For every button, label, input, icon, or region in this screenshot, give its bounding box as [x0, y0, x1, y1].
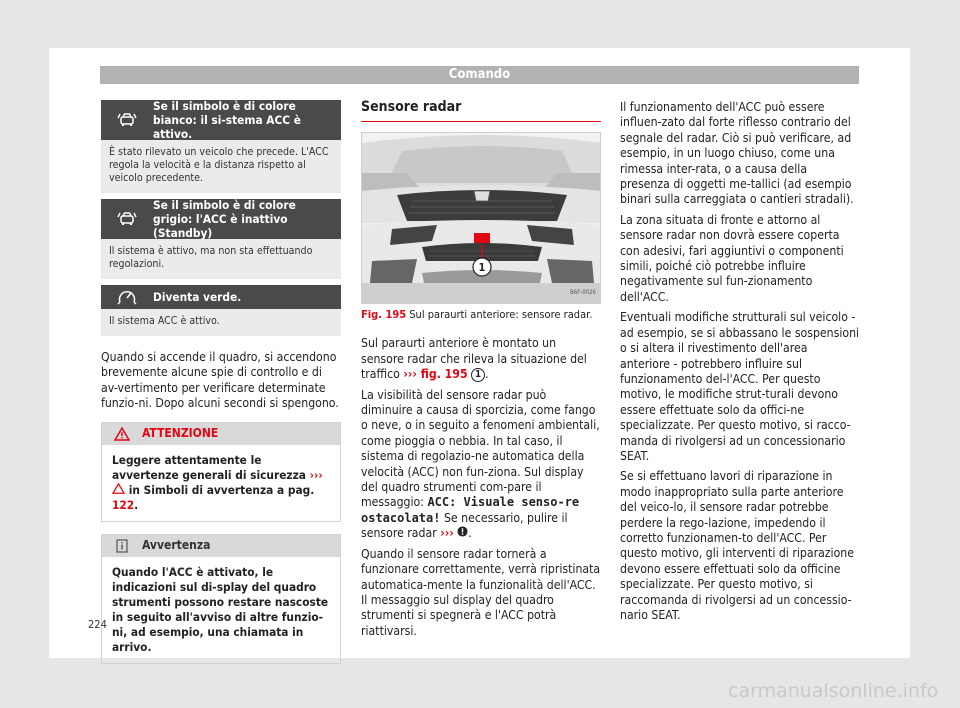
- callout-badge: 1: [471, 368, 485, 382]
- display-message: ACC: Visuale senso-re ostacolata!: [361, 495, 580, 525]
- page-number: 224: [88, 618, 107, 631]
- indicator-body: Il sistema è attivo, ma non sta effettuando regolazioni.: [101, 239, 341, 279]
- chapter-header: Comando: [100, 66, 859, 84]
- text: .: [485, 367, 489, 382]
- acc-car-icon: [101, 211, 153, 227]
- warning-inline-triangle-icon: [112, 483, 125, 497]
- indicator-head: [101, 285, 341, 309]
- paragraph: Quando il sensore radar tornerà a funzionare correttamente, verrà ripristinata automatica-mente la funzionalità dell'ACC. Il messaggio sul display del quadro strumenti si spegnerà e l'ACC potrà riattivarsi.: [361, 546, 601, 638]
- paragraph: Il funzionamento dell'ACC può essere influen-zato dal forte riflesso contrario del segnale del radar. Ciò si può verificare, ad esempio, in un luogo chiuso, come una rimessa inter-rata, o a causa della presenza di oggetti me-tallici (ad esempio binari sulla carreggiata o cantieri stradali).: [620, 100, 854, 207]
- warning-ref-arrows[interactable]: ›››: [309, 467, 323, 482]
- paragraph: [361, 388, 601, 542]
- watermark: carmanualsonline.info: [728, 680, 939, 702]
- column-middle: [361, 100, 601, 644]
- note-box: [101, 534, 341, 664]
- warning-body: [102, 445, 340, 521]
- warning-text: Leggere attentamente le avvertenze generali di sicurezza: [112, 452, 306, 482]
- paragraph: [361, 336, 601, 382]
- acc-gauge-icon: [101, 289, 153, 305]
- info-icon: [102, 539, 142, 553]
- ref-arrows[interactable]: ›››: [440, 526, 454, 541]
- text: La visibilità del sensore radar può diminuire a causa di sporcizia, come fango o neve, o in seguito a fenomeni ambientali, come pioggia o nebbia. In tal caso, il sistema di regolazio-ne automatica della velocità (ACC) non fun-ziona. Sul display del quadro strumenti com-pare il messaggio:: [361, 387, 600, 510]
- indicator-head: [101, 199, 341, 239]
- figure-code: B6F-0026: [570, 289, 596, 296]
- caution-icon: [457, 526, 468, 540]
- warning-text-b: in Simboli di avvertenza a pag.: [128, 482, 315, 497]
- warning-head: [102, 423, 340, 445]
- column-left: [101, 100, 341, 664]
- note-head: [102, 535, 340, 557]
- indicator-title: Se il simbolo è di colore grigio: l'ACC è inattivo (Standby): [153, 198, 296, 240]
- indicator-head: [101, 100, 341, 140]
- paragraph: Eventuali modifiche strutturali sul veicolo - ad esempio, se si abbassano le sospensioni o si altera il rivestimento dell'area anteriore - potrebbero influire sul funzionamento del-l'ACC. Per questo motivo, le modifiche strut-turali devono essere effettuate solo da offici-ne specializzate. Per questo motivo, si racco-manda di rivolgersi ad un concessionario SEAT.: [620, 310, 860, 463]
- warning-triangle-icon: [102, 427, 142, 441]
- indicator-body: È stato rilevato un veicolo che precede. L'ACC regola la velocità e la distanza rispetto al veicolo precedente.: [101, 140, 341, 193]
- paragraph: Se si effettuano lavori di riparazione in modo inappropriato sulla parte anteriore del veico-lo, il sensore radar potrebbe perdere la rego-lazione, impedendo il corretto funzionamen-to dell'ACC. Per questo motivo, gli interventi di riparazione devono essere effettuati solo da officine specializzate. Per questo motivo, si raccomanda di rivolgersi ad un concessio-nario SEAT.: [620, 469, 854, 622]
- note-label: Avvertenza: [142, 537, 211, 552]
- indicator-block-white: [101, 100, 341, 193]
- figure-image: [361, 132, 601, 304]
- car-front-illustration: [362, 133, 601, 304]
- figure-label: Fig. 195: [361, 308, 407, 322]
- indicator-block-grey: [101, 199, 341, 279]
- indicator-title: Diventa verde.: [153, 290, 242, 304]
- column-right: [620, 100, 860, 628]
- intro-paragraph: Quando si accende il quadro, si accendono brevemente alcune spie di controllo e di av-vertimento per verificare determinate funzio-ni. Dopo alcuni secondi si spengono.: [101, 350, 339, 411]
- note-body: Quando l'ACC è attivato, le indicazioni sul di-splay del quadro strumenti possono restare nascoste in seguito all'avviso di altre funzio-ni, ad esempio, una chiamata in arrivo.: [112, 564, 329, 654]
- paragraph: La zona situata di fronte e attorno al sensore radar non dovrà essere coperta con adesivi, fari aggiuntivi o componenti simili, poiché ciò potrebbe influire negativamente sul fun-zionamento dell'ACC.: [620, 212, 844, 304]
- acc-car-icon: [101, 112, 153, 128]
- indicator-block-green: [101, 285, 341, 336]
- warning-box: [101, 422, 341, 522]
- figure-callout: 1: [478, 261, 486, 275]
- section-title: Sensore radar: [361, 100, 601, 122]
- figure-caption-text: Sul paraurti anteriore: sensore radar.: [409, 308, 593, 322]
- figure-link[interactable]: ››› fig. 195: [403, 367, 468, 382]
- warning-label: ATTENZIONE: [142, 425, 219, 440]
- text: Sul paraurti anteriore è montato un sensore radar che rileva la situazione del traffico: [361, 336, 587, 382]
- warning-page-link[interactable]: 122: [112, 497, 135, 512]
- text: Se necessario, pulire il sensore radar: [361, 510, 568, 541]
- indicator-body: Il sistema ACC è attivo.: [101, 309, 341, 336]
- figure-caption: [361, 308, 601, 322]
- indicator-title: Se il simbolo è di colore bianco: il si-stema ACC è attivo.: [153, 99, 301, 141]
- text: .: [468, 526, 472, 541]
- warning-end: .: [134, 497, 139, 512]
